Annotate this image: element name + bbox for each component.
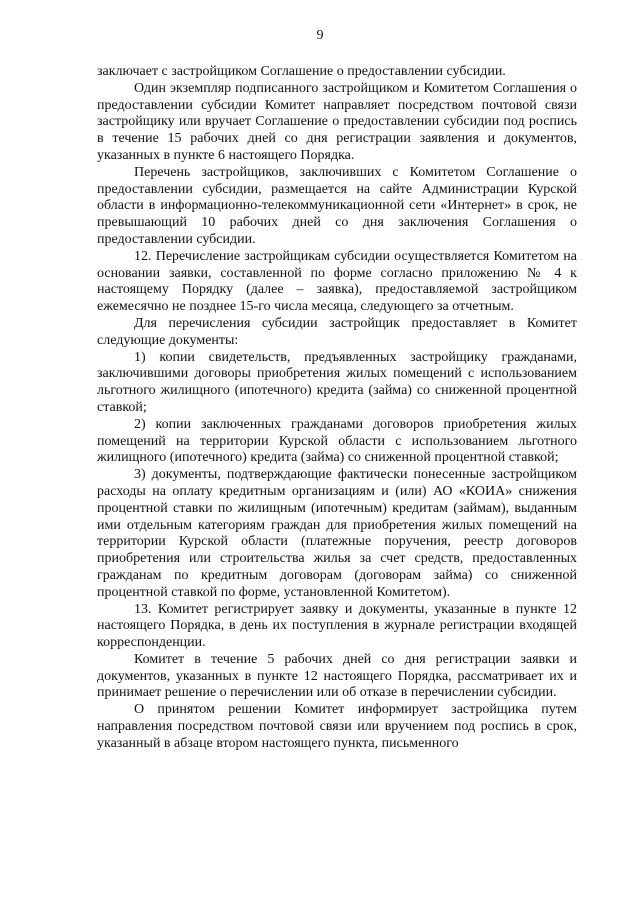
paragraph-7: 2) копии заключенных гражданами договоров приобретения жилых помещений на территории Курской области с использованием льготного жилищного (ипотечного) кредита (займа) со сниженной процентной ставкой; — [97, 416, 577, 466]
page-number: 9 — [316, 28, 324, 43]
paragraph-5: Для перечисления субсидии застройщик предоставляет в Комитет следующие документы: — [97, 315, 577, 348]
paragraph-1: заключает с застройщиком Соглашение о предоставлении субсидии. — [97, 64, 506, 79]
paragraph-6: 1) копии свидетельств, предъявленных застройщику гражданами, заключившими договоры приобретения жилых помещений с использованием льготного жилищного (ипотечного) кредита (займа) со сниженной процентной ставкой; — [97, 349, 577, 415]
paragraph-2: Один экземпляр подписанного застройщиком и Комитетом Соглашения о предоставлении субсидии Комитет направляет посредством почтовой связи застройщику или вручает Соглашение о предоставлении субсидии под роспись в течение 15 рабочих дней со дня регистрации заявления и документов, указанных в пункте 6 настоящего Порядка. — [97, 80, 577, 163]
paragraph-11: О принятом решении Комитет информирует застройщика путем направления посредством почтовой связи или вручением под роспись в срок, указанный в абзаце втором настоящего пункта, письменного — [97, 702, 577, 751]
paragraph-4: 12. Перечисление застройщикам субсидии осуществляется Комитетом на основании заявки, составленной по форме согласно приложению № 4 к настоящему Порядку (далее – заявка), предоставляемой застройщиком ежемесячно не позднее 15-го числа месяца, следующего за отчетным. — [97, 248, 577, 315]
paragraph-3: Перечень застройщиков, заключивших с Комитетом Соглашение о предоставлении субсидии, размещается на сайте Администрации Курской области в информационно-телекоммуникационной сети «Интернет» в срок, не превышающий 10 рабочих дней со дня заключения Соглашения о предоставлении субсидии. — [97, 164, 577, 247]
document-body — [97, 64, 577, 753]
paragraph-8: 3) документы, подтверждающие фактически понесенные застройщиком расходы на оплату кредитным организациям и (или) АО «КОИА» снижения процентной ставки по жилищным (ипотечным) кредитам (займам), выданным ими отдельным категориям граждан для приобретения жилых помещений на территории Курской области (платежные поручения, реестр договоров приобретения или строительства жилья за счет средств, предоставленных гражданам по кредитным договорам (договорам займа) со сниженной процентной ставкой по форме, установленной Комитетом). — [97, 467, 577, 600]
paragraph-9: 13. Комитет регистрирует заявку и документы, указанные в пункте 12 настоящего Порядка, в день их поступления в журнале регистрации входящей корреспонденции. — [97, 601, 577, 651]
paragraph-10: Комитет в течение 5 рабочих дней со дня регистрации заявки и документов, указанных в пункте 12 настоящего Порядка, рассматривает их и принимает решение о перечислении или об отказе в перечислении субсидии. — [97, 651, 577, 701]
